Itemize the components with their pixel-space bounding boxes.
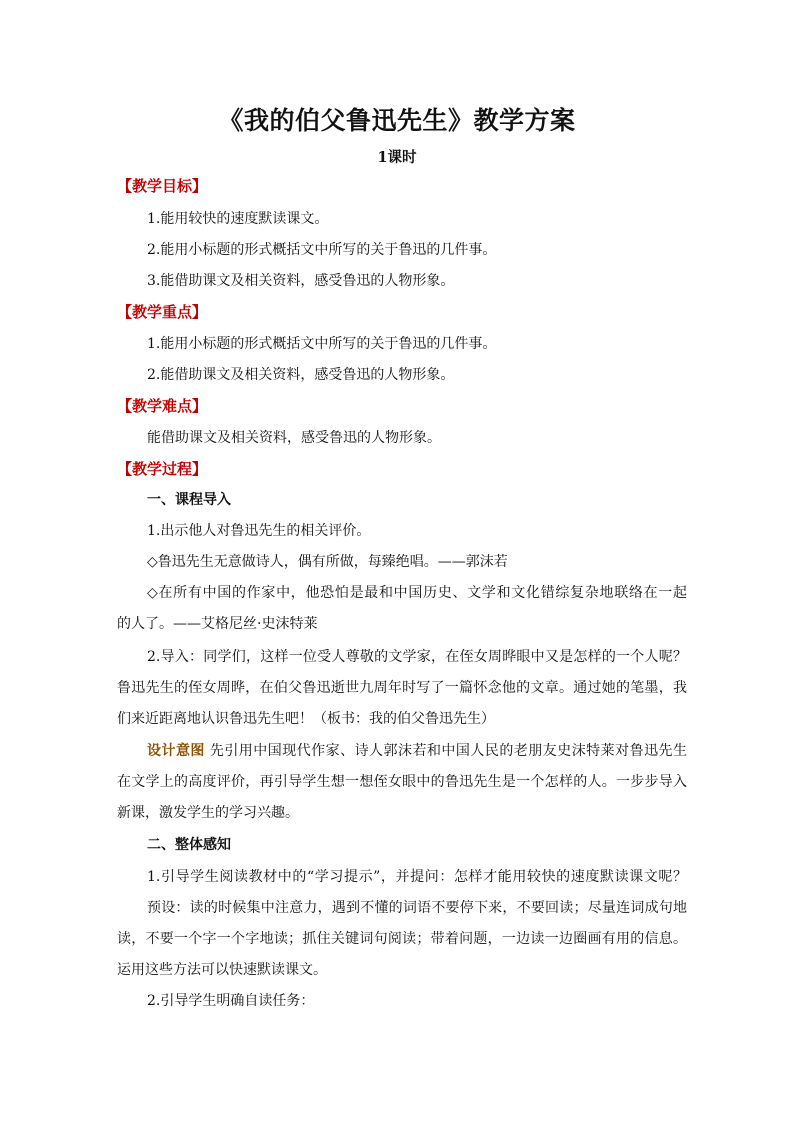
goal-item: 2.能用小标题的形式概括文中所写的关于鲁迅的几件事。 bbox=[147, 242, 497, 258]
process-heading: 【教学过程】 bbox=[117, 460, 208, 478]
quote: ◇鲁迅先生无意做诗人，偶有所做，每臻绝唱。——郭沫若 bbox=[147, 554, 508, 570]
difficulties-heading: 【教学难点】 bbox=[117, 397, 208, 415]
class-hours: 1课时 bbox=[377, 149, 417, 166]
section-item: 1.引导学生阅读教材中的“学习提示”，并提问：怎样才能用较快的速度默读课文呢？ bbox=[147, 869, 687, 885]
paragraph-line: 鲁迅先生的侄女周晔，在伯父鲁迅逝世九周年时写了一篇怀念他的文章。通过她的笔墨，我 bbox=[117, 680, 687, 696]
section-item: 2.导入：同学们，这样一位受人尊敬的文学家，在侄女周晔眼中又是怎样的一个人呢？ bbox=[147, 649, 687, 665]
section-item: 1.出示他人对鲁迅先生的相关评价。 bbox=[147, 523, 371, 539]
goal-item: 3.能借助课文及相关资料，感受鲁迅的人物形象。 bbox=[147, 273, 455, 289]
quote: ◇在所有中国的作家中，他恐怕是最和中国历史、文学和文化错综复杂地联络在一起 bbox=[147, 585, 687, 601]
quote-continuation: 的人了。——艾格尼丝·史沫特莱 bbox=[117, 616, 318, 632]
section-item: 2.引导学生明确自读任务： bbox=[147, 993, 315, 1009]
design-intent-label: 设计意图 bbox=[147, 743, 205, 759]
key-point-item: 2.能借助课文及相关资料，感受鲁迅的人物形象。 bbox=[147, 367, 455, 383]
section-title: 二、整体感知 bbox=[147, 837, 231, 853]
section-title: 一、课程导入 bbox=[147, 492, 231, 508]
paragraph-line: 新课，激发学生的学习兴趣。 bbox=[117, 805, 299, 821]
goal-item: 1.能用较快的速度默读课文。 bbox=[147, 211, 329, 227]
paragraph-line: 预设：读的时候集中注意力，遇到不懂的词语不要停下来，不要回读；尽量连词成句地 bbox=[147, 900, 687, 916]
design-intent-text: 先引用中国现代作家、诗人郭沫若和中国人民的老朋友史沫特莱对鲁迅先生 bbox=[209, 743, 688, 759]
paragraph-line: 读，不要一个字一个字地读；抓住关键词句阅读；带着问题，一边读一边圈画有用的信息。 bbox=[117, 931, 687, 947]
key-points-heading: 【教学重点】 bbox=[117, 303, 208, 321]
goals-heading: 【教学目标】 bbox=[117, 177, 208, 195]
paragraph-line: 运用这些方法可以快速默读课文。 bbox=[117, 962, 327, 978]
difficulty-text: 能借助课文及相关资料，感受鲁迅的人物形象。 bbox=[147, 430, 441, 446]
paragraph-line: 在文学上的高度评价，再引导学生想一想侄女眼中的鲁迅先生是一个怎样的人。一步步导入 bbox=[117, 774, 687, 790]
design-intent bbox=[147, 740, 687, 760]
paragraph-line: 们来近距离地认识鲁迅先生吧！（板书：我的伯父鲁迅先生） bbox=[117, 711, 495, 727]
key-point-item: 1.能用小标题的形式概括文中所写的关于鲁迅的几件事。 bbox=[147, 336, 497, 352]
document-title: 《我的伯父鲁迅先生》教学方案 bbox=[218, 106, 576, 135]
